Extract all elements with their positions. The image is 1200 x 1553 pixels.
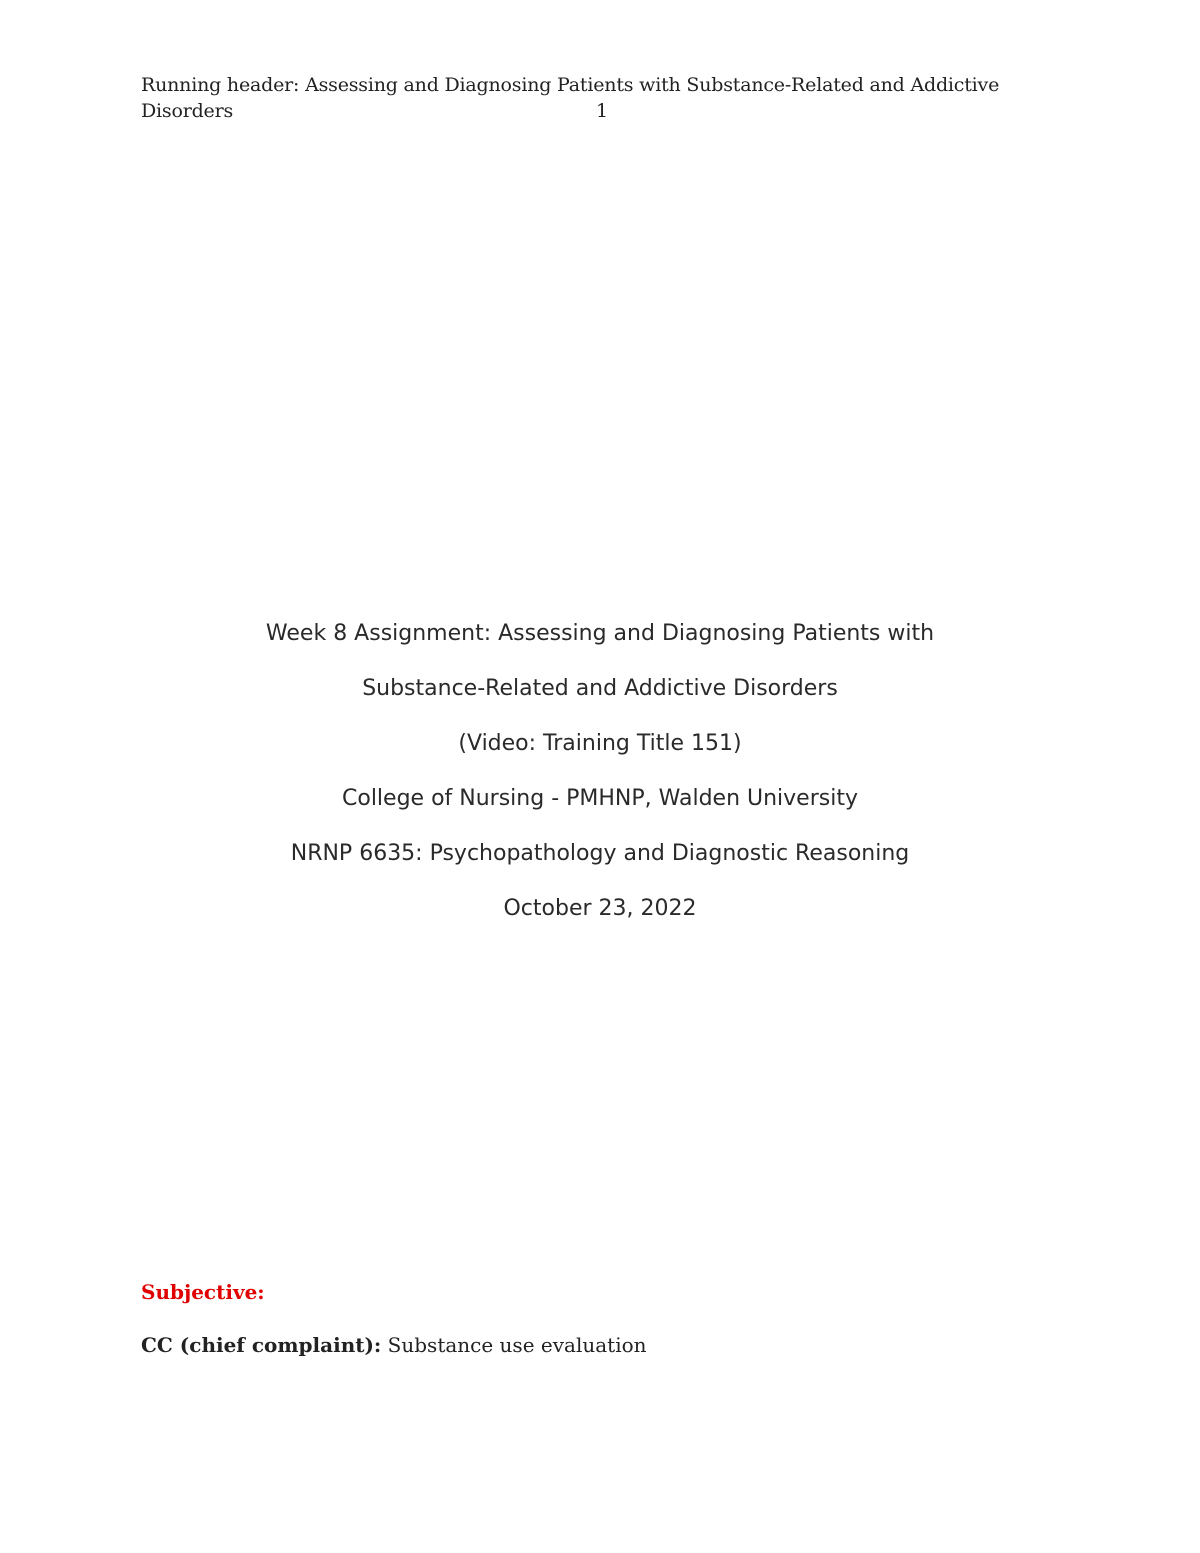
institution: College of Nursing - PMHNP, Walden University	[342, 786, 858, 811]
running-header-line2	[141, 98, 1021, 124]
course: NRNP 6635: Psychopathology and Diagnostic Reasoning	[290, 841, 910, 866]
running-header-line1: Running header: Assessing and Diagnosing Patients with Substance-Related and Addictive	[141, 74, 1000, 96]
date: October 23, 2022	[503, 896, 697, 921]
chief-complaint-value: Substance use evaluation	[381, 1333, 647, 1357]
title-line-1: Week 8 Assignment: Assessing and Diagnosing Patients with	[265, 621, 935, 646]
chief-complaint	[141, 1331, 647, 1359]
page-number: 1	[596, 100, 608, 122]
video-reference: (Video: Training Title 151)	[458, 731, 742, 756]
running-header-continuation: Disorders	[141, 100, 234, 122]
title-block	[0, 616, 1200, 946]
title-line-2: Substance-Related and Addictive Disorders	[362, 676, 838, 701]
chief-complaint-label: CC (chief complaint):	[141, 1333, 382, 1357]
running-header	[141, 72, 1021, 124]
section-heading-subjective: Subjective:	[141, 1280, 265, 1304]
